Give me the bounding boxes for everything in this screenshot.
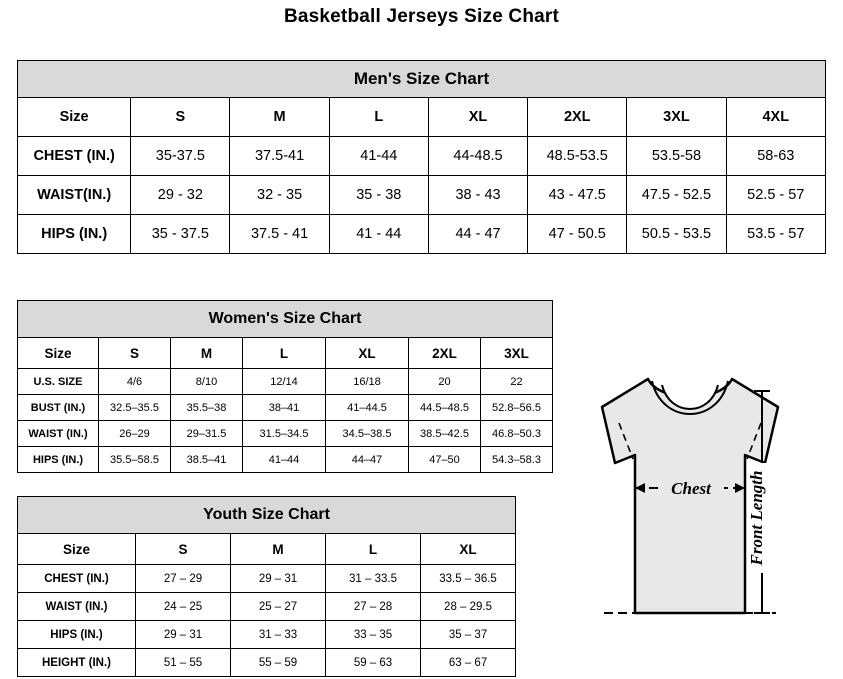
- mens-col-m: M: [230, 98, 329, 137]
- mens-cell: 41-44: [329, 137, 428, 176]
- youth-cell: 27 – 28: [326, 593, 421, 621]
- youth-row-label: HIPS (IN.): [18, 621, 136, 649]
- table-row: [18, 98, 826, 137]
- jersey-measurement-diagram: [540, 355, 840, 665]
- table-row: [18, 421, 553, 447]
- table-row: [18, 565, 516, 593]
- mens-cell: 35-37.5: [131, 137, 230, 176]
- youth-cell: 27 – 29: [136, 565, 231, 593]
- mens-chart-heading: Men's Size Chart: [18, 61, 826, 98]
- mens-cell: 37.5 - 41: [230, 215, 329, 254]
- womens-cell: 8/10: [171, 369, 243, 395]
- table-row: [18, 395, 553, 421]
- mens-col-s: S: [131, 98, 230, 137]
- womens-cell: 16/18: [326, 369, 409, 395]
- womens-cell: 41–44.5: [326, 395, 409, 421]
- youth-cell: 24 – 25: [136, 593, 231, 621]
- youth-col-size: Size: [18, 534, 136, 565]
- womens-cell: 20: [409, 369, 481, 395]
- womens-cell: 44.5–48.5: [409, 395, 481, 421]
- table-row: [18, 593, 516, 621]
- womens-cell: 41–44: [243, 447, 326, 473]
- mens-col-3xl: 3XL: [627, 98, 726, 137]
- womens-col-l: L: [243, 338, 326, 369]
- womens-cell: 44–47: [326, 447, 409, 473]
- womens-cell: 22: [481, 369, 553, 395]
- youth-cell: 29 – 31: [136, 621, 231, 649]
- womens-cell: 34.5–38.5: [326, 421, 409, 447]
- mens-cell: 50.5 - 53.5: [627, 215, 726, 254]
- womens-row-label: HIPS (IN.): [18, 447, 99, 473]
- womens-cell: 54.3–58.3: [481, 447, 553, 473]
- mens-cell: 38 - 43: [428, 176, 527, 215]
- table-row: [18, 649, 516, 677]
- mens-cell: 37.5-41: [230, 137, 329, 176]
- womens-col-3xl: 3XL: [481, 338, 553, 369]
- womens-row-label: BUST (IN.): [18, 395, 99, 421]
- youth-cell: 51 – 55: [136, 649, 231, 677]
- mens-size-chart-table: [17, 60, 826, 254]
- mens-col-size: Size: [18, 98, 131, 137]
- mens-cell: 44 - 47: [428, 215, 527, 254]
- table-row: [18, 497, 516, 534]
- youth-cell: 63 – 67: [421, 649, 516, 677]
- youth-cell: 31 – 33: [231, 621, 326, 649]
- womens-cell: 46.8–50.3: [481, 421, 553, 447]
- mens-cell: 58-63: [726, 137, 825, 176]
- mens-row-label: CHEST (IN.): [18, 137, 131, 176]
- womens-cell: 31.5–34.5: [243, 421, 326, 447]
- mens-cell: 53.5 - 57: [726, 215, 825, 254]
- youth-cell: 33 – 35: [326, 621, 421, 649]
- table-row: [18, 137, 826, 176]
- mens-row-label: HIPS (IN.): [18, 215, 131, 254]
- youth-chart-heading: Youth Size Chart: [18, 497, 516, 534]
- mens-cell: 29 - 32: [131, 176, 230, 215]
- youth-size-chart-table: [17, 496, 516, 677]
- chest-label: Chest: [671, 479, 711, 498]
- womens-cell: 47–50: [409, 447, 481, 473]
- youth-row-label: HEIGHT (IN.): [18, 649, 136, 677]
- womens-row-label: U.S. SIZE: [18, 369, 99, 395]
- table-row: [18, 534, 516, 565]
- youth-cell: 33.5 – 36.5: [421, 565, 516, 593]
- womens-col-xl: XL: [326, 338, 409, 369]
- table-row: [18, 338, 553, 369]
- womens-cell: 32.5–35.5: [99, 395, 171, 421]
- mens-row-label: WAIST(IN.): [18, 176, 131, 215]
- womens-col-m: M: [171, 338, 243, 369]
- front-length-label: Front Length: [747, 470, 766, 566]
- mens-col-xl: XL: [428, 98, 527, 137]
- youth-cell: 28 – 29.5: [421, 593, 516, 621]
- womens-row-label: WAIST (IN.): [18, 421, 99, 447]
- youth-row-label: CHEST (IN.): [18, 565, 136, 593]
- mens-cell: 47.5 - 52.5: [627, 176, 726, 215]
- mens-cell: 32 - 35: [230, 176, 329, 215]
- youth-cell: 59 – 63: [326, 649, 421, 677]
- youth-cell: 55 – 59: [231, 649, 326, 677]
- womens-col-s: S: [99, 338, 171, 369]
- youth-cell: 35 – 37: [421, 621, 516, 649]
- womens-cell: 4/6: [99, 369, 171, 395]
- youth-col-s: S: [136, 534, 231, 565]
- mens-cell: 41 - 44: [329, 215, 428, 254]
- womens-size-chart-table: [17, 300, 553, 473]
- womens-col-2xl: 2XL: [409, 338, 481, 369]
- youth-col-l: L: [326, 534, 421, 565]
- table-row: [18, 621, 516, 649]
- table-row: [18, 61, 826, 98]
- mens-cell: 35 - 37.5: [131, 215, 230, 254]
- youth-col-m: M: [231, 534, 326, 565]
- mens-col-l: L: [329, 98, 428, 137]
- womens-cell: 38–41: [243, 395, 326, 421]
- table-row: [18, 369, 553, 395]
- mens-cell: 48.5-53.5: [528, 137, 627, 176]
- mens-cell: 47 - 50.5: [528, 215, 627, 254]
- womens-cell: 12/14: [243, 369, 326, 395]
- womens-cell: 29–31.5: [171, 421, 243, 447]
- womens-cell: 35.5–58.5: [99, 447, 171, 473]
- womens-cell: 52.8–56.5: [481, 395, 553, 421]
- youth-cell: 25 – 27: [231, 593, 326, 621]
- womens-chart-heading: Women's Size Chart: [18, 301, 553, 338]
- mens-cell: 43 - 47.5: [528, 176, 627, 215]
- table-row: [18, 176, 826, 215]
- mens-cell: 52.5 - 57: [726, 176, 825, 215]
- table-row: [18, 447, 553, 473]
- youth-cell: 31 – 33.5: [326, 565, 421, 593]
- youth-col-xl: XL: [421, 534, 516, 565]
- mens-cell: 53.5-58: [627, 137, 726, 176]
- mens-col-4xl: 4XL: [726, 98, 825, 137]
- youth-cell: 29 – 31: [231, 565, 326, 593]
- womens-cell: 35.5–38: [171, 395, 243, 421]
- mens-col-2xl: 2XL: [528, 98, 627, 137]
- youth-row-label: WAIST (IN.): [18, 593, 136, 621]
- mens-cell: 35 - 38: [329, 176, 428, 215]
- mens-cell: 44-48.5: [428, 137, 527, 176]
- womens-cell: 38.5–41: [171, 447, 243, 473]
- womens-cell: 26–29: [99, 421, 171, 447]
- table-row: [18, 215, 826, 254]
- womens-col-size: Size: [18, 338, 99, 369]
- page-title: Basketball Jerseys Size Chart: [283, 6, 560, 27]
- table-row: [18, 301, 553, 338]
- womens-cell: 38.5–42.5: [409, 421, 481, 447]
